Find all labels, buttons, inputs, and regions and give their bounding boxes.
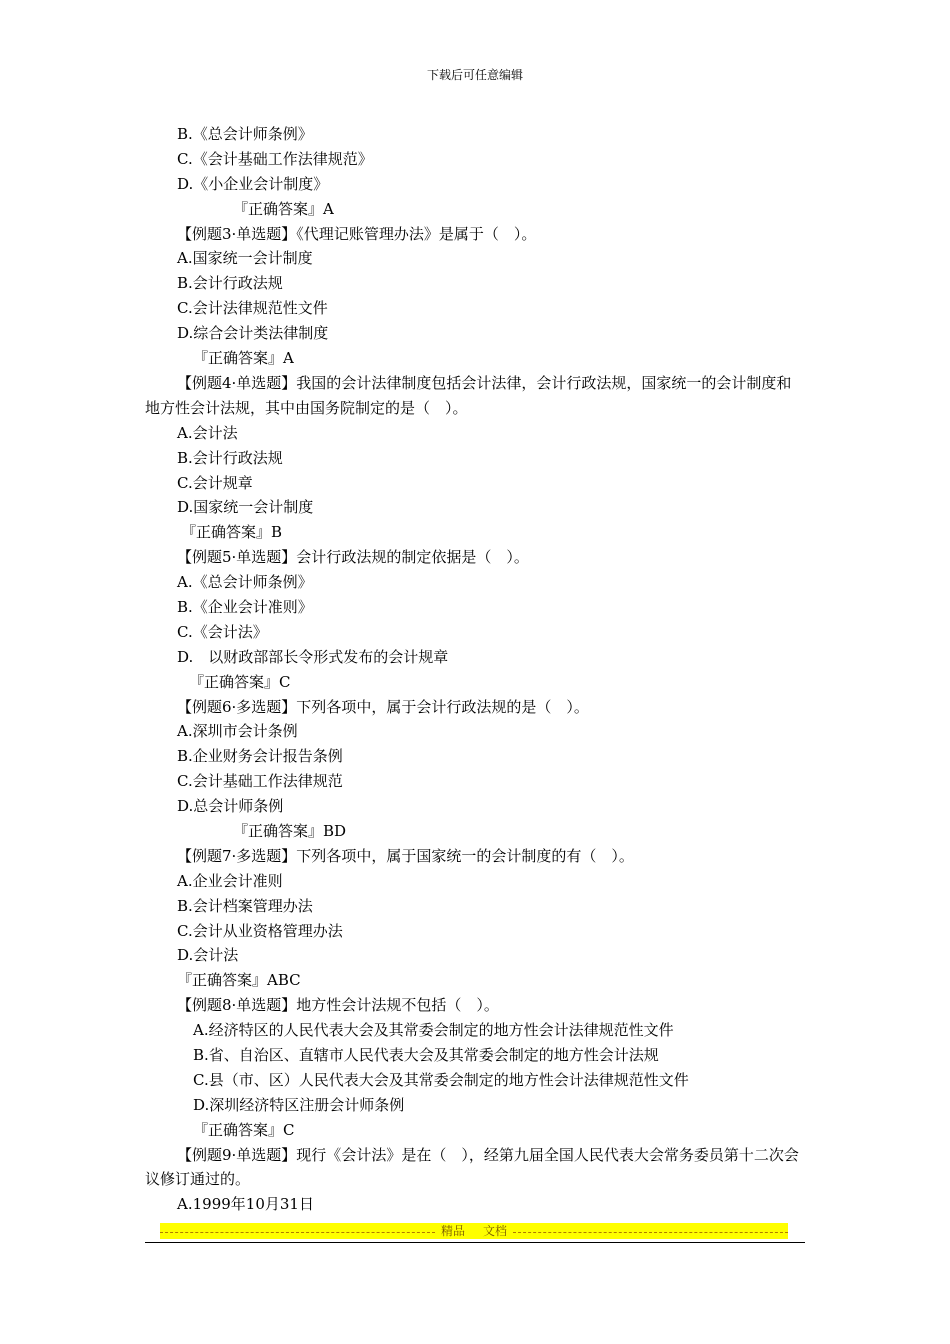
text-line: D.深圳经济特区注册会计师条例 [193,1095,405,1114]
text-line: C.会计规章 [177,473,253,492]
text-line: C.《会计基础工作法律规范》 [177,149,373,168]
text-line: B.《企业会计准则》 [177,597,313,616]
text-line: 【例题4·单选题】我国的会计法律制度包括会计法律，会计行政法规，国家统一的会计制度和地方性会计法规，其中由国务院制定的是（ ）。 [145,373,792,417]
text-line: D.总会计师条例 [177,797,284,816]
text-line: A.深圳市会计条例 [177,722,298,741]
text-line: 【例题9·单选题】现行《会计法》是在（ ），经第九届全国人民代表大会常务委员第十二次会议修订通过的。 [145,1145,799,1189]
text-line: A.经济特区的人民代表大会及其常委会制定的地方性会计法律规范性文件 [193,1021,674,1040]
text-line: D.综合会计类法律制度 [177,324,329,343]
text-line: 『正确答案』A [233,199,334,218]
text-line: C.《会计法》 [177,622,268,641]
document-body [145,122,805,1217]
text-line: A.《总会计师条例》 [177,573,313,592]
text-line: C.县（市、区）人民代表大会及其常委会制定的地方性会计法律规范性文件 [193,1070,689,1089]
text-line: A.会计法 [177,423,238,442]
text-line: D.会计法 [177,946,239,965]
text-line: 『正确答案』ABC [177,971,301,990]
text-line: B.《总会计师条例》 [177,125,313,143]
page-header: 下载后可任意编辑 [426,68,523,82]
text-line: B.会计行政法规 [177,448,283,467]
text-line: B.会计档案管理办法 [177,896,313,915]
text-line: D.国家统一会计制度 [177,498,314,517]
text-line: C.会计从业资格管理办法 [177,921,343,940]
footer-label-left: 精品 [440,1224,465,1238]
text-line: 『正确答案』B [181,523,283,542]
text-line: 【例题6·多选题】下列各项中，属于会计行政法规的是（ ）。 [177,697,589,716]
text-line: C.会计基础工作法律规范 [177,772,343,791]
text-line: 『正确答案』C [193,1120,295,1139]
footer-dash-left [160,1232,435,1233]
text-line: 『正确答案』C [189,672,291,691]
text-line: 【例题3·单选题】《代理记账管理办法》是属于（ ）。 [177,224,537,243]
text-line: A.企业会计准则 [177,871,283,890]
text-line: A.国家统一会计制度 [177,249,313,268]
text-line: B.省、自治区、直辖市人民代表大会及其常委会制定的地方性会计法规 [193,1045,659,1064]
footer-rule [145,1242,805,1243]
text-line: 『正确答案』BD [233,821,347,840]
footer-label-right: 文档 [483,1224,508,1238]
text-line: C.会计法律规范性文件 [177,299,328,318]
text-line: B.会计行政法规 [177,274,283,293]
text-line: D. 以财政部部长令形式发布的会计规章 [177,647,449,666]
text-line: 『正确答案』A [193,349,294,368]
text-line: 【例题7·多选题】下列各项中，属于国家统一的会计制度的有（ ）。 [177,846,634,865]
text-line: 【例题8·单选题】地方性会计法规不包括（ ）。 [177,996,499,1015]
footer-dash-right [513,1232,788,1233]
text-line: 【例题5·单选题】会计行政法规的制定依据是（ ）。 [177,548,529,567]
footer [160,1222,788,1240]
text-line: D.《小企业会计制度》 [177,174,329,193]
text-line: A.1999年10月31日 [177,1195,314,1214]
footer-label [435,1222,513,1240]
text-line: B.企业财务会计报告条例 [177,747,343,766]
